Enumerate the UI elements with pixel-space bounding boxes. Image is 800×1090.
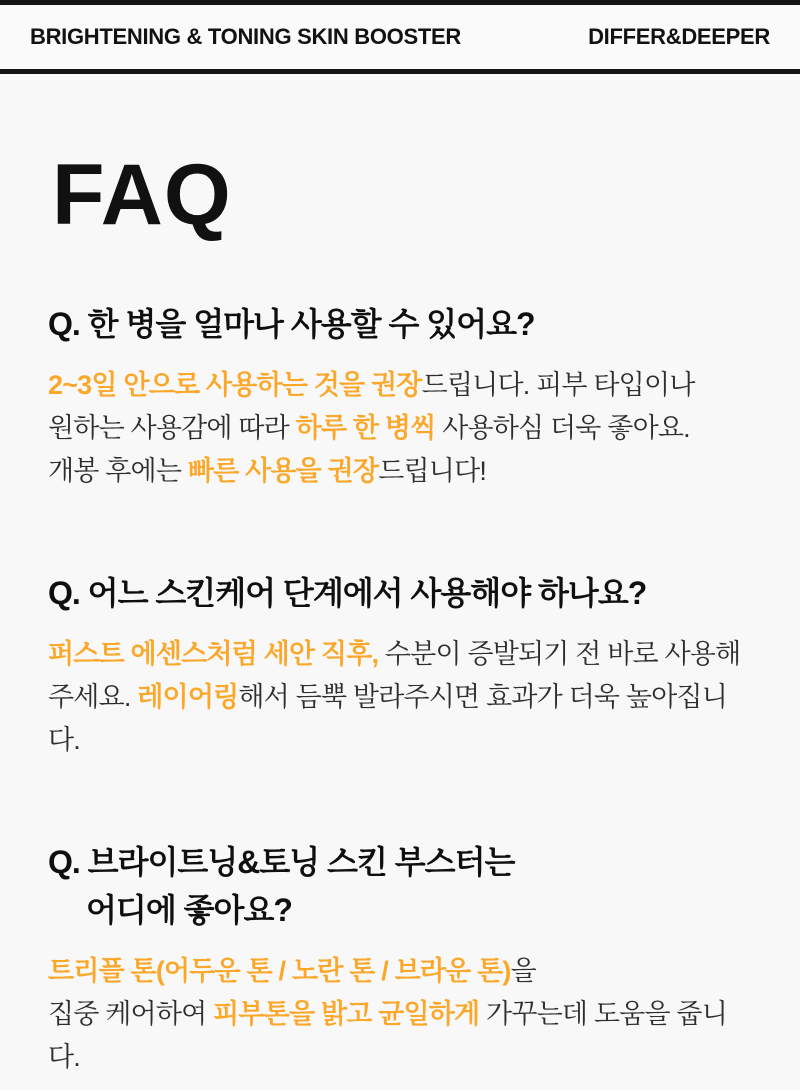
faq-content — [0, 147, 800, 1079]
faq-section-benefits — [48, 838, 752, 1079]
answer-paragraph — [48, 364, 752, 493]
answer-text: 사용하심 더욱 좋아요. — [435, 413, 690, 443]
answer-line — [48, 450, 752, 493]
answer-line — [48, 676, 752, 762]
faq-section-skincare-step — [48, 569, 752, 762]
answer-line — [48, 633, 752, 676]
answer-text: 해서 듬뿍 발라주시면 효과가 더욱 높아집니다. — [48, 682, 727, 755]
answer-text: 원하는 사용감에 따라 — [48, 413, 296, 443]
answer-text: 집중 케어하여 — [48, 999, 214, 1029]
answer-text: 주세요. — [48, 682, 138, 712]
question-line: Q. 어느 스킨케어 단계에서 사용해야 하나요? — [48, 575, 647, 611]
header — [0, 5, 800, 69]
highlight-text: 하루 한 병씩 — [295, 413, 436, 443]
header-divider — [0, 69, 800, 74]
faq-section-usage-duration — [48, 300, 752, 493]
product-title: BRIGHTENING & TONING SKIN BOOSTER — [30, 24, 461, 49]
answer-text: 가꾸는데 도움을 줍니다. — [48, 999, 727, 1072]
answer-line — [48, 993, 752, 1079]
answer-text: 개봉 후에는 — [48, 456, 188, 486]
question-heading — [48, 838, 752, 934]
answer-line — [48, 950, 752, 993]
answer-text: 수분이 증발되기 전 바로 사용해 — [378, 639, 741, 669]
answer-text: 드립니다! — [378, 456, 487, 486]
highlight-text: 피부톤을 밝고 균일하게 — [213, 999, 480, 1029]
answer-paragraph — [48, 950, 752, 1079]
answer-line — [48, 407, 752, 450]
highlight-text: 트리플 톤(어두운 톤 / 노란 톤 / 브라운 톤) — [48, 956, 511, 986]
question-heading — [48, 569, 752, 617]
highlight-text: 빠른 사용을 권장 — [187, 456, 379, 486]
brand-name: DIFFER&DEEPER — [588, 24, 770, 49]
answer-text: 을 — [510, 956, 536, 986]
highlight-text: 레이어링 — [137, 682, 239, 712]
question-heading — [48, 300, 752, 348]
question-line: Q. 브라이트닝&토닝 스킨 부스터는 — [48, 844, 515, 880]
page-title: FAQ — [52, 147, 232, 243]
answer-text: 드립니다. 피부 타입이나 — [421, 370, 695, 400]
answer-line — [48, 364, 752, 407]
answer-paragraph — [48, 633, 752, 762]
highlight-text: 2~3일 안으로 사용하는 것을 권장 — [48, 370, 422, 400]
highlight-text: 퍼스트 에센스처럼 세안 직후, — [48, 639, 379, 669]
question-line: 어디에 좋아요? — [86, 892, 292, 928]
question-line: Q. 한 병을 얼마나 사용할 수 있어요? — [48, 306, 535, 342]
